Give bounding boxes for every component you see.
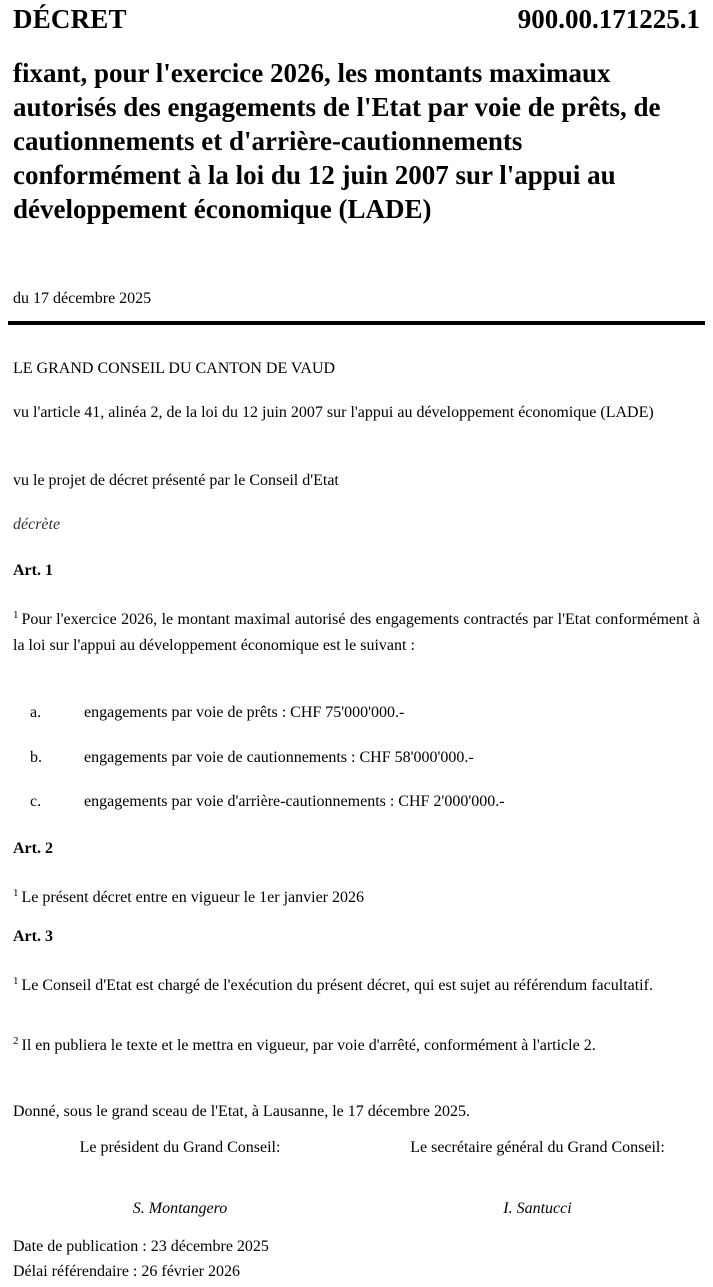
visa-law: vu l'article 41, alinéa 2, de la loi du 12 juin 2007 sur l'appui au développement économique (LADE) [13,404,654,421]
list-item-a [30,704,404,722]
paragraph-number: 2 [13,1035,19,1047]
closing-formula: Donné, sous le grand sceau de l'Etat, à Lausanne, le 17 décembre 2025. [13,1103,470,1120]
enacting-authority: LE GRAND CONSEIL DU CANTON DE VAUD [13,360,336,377]
document-type: DÉCRET [13,4,127,34]
referendum-deadline: Délai référendaire : 26 février 2026 [13,1263,240,1280]
list-letter: b. [30,749,42,766]
list-letter: a. [30,704,42,721]
list-letter: c. [30,793,42,810]
article-3-heading: Art. 3 [13,928,53,945]
article-3-paragraph-2 [13,1028,700,1059]
visa-project: vu le projet de décret présenté par le Conseil d'Etat [13,472,339,489]
article-1-heading: Art. 1 [13,562,53,579]
list-text: engagements par voie de prêts : CHF 75'000'000.- [84,704,405,721]
list-item-b [30,749,474,767]
paragraph-number: 1 [13,887,19,899]
enacting-formula: décrète [13,516,61,533]
paragraph-text: Le présent décret entre en vigueur le 1er janvier 2026 [21,889,365,906]
signature-left-role: Le président du Grand Conseil: [79,1139,281,1156]
paragraph-text: Le Conseil d'Etat est chargé de l'exécution du présent décret, qui est sujet au référendum facultatif. [21,977,653,994]
document-date: du 17 décembre 2025 [13,290,152,307]
list-item-c [30,793,505,811]
list-text: engagements par voie de cautionnements : CHF 58'000'000.- [84,749,474,766]
signature-right-name: I. Santucci [503,1200,572,1217]
list-text: engagements par voie d'arrière-cautionnements : CHF 2'000'000.- [84,793,505,810]
document-number: 900.00.171225.1 [517,4,700,34]
paragraph-text: Pour l'exercice 2026, le montant maximal autorisé des engagements contractés par l'Etat conformément à la loi sur l'appui au développement économique est le suivant : [13,611,700,654]
header-divider [8,321,705,325]
document-title: fixant, pour l'exercice 2026, les montants maximaux autorisés des engagements de l'Etat par voie de prêts, de cautionnements et d'arrière-cautionnements conformément à la loi du 12 juin 2007 sur l'appui au développement économique (LADE) [13,58,661,224]
article-1-paragraph-1 [13,602,700,659]
paragraph-text: Il en publiera le texte et le mettra en vigueur, par voie d'arrêté, conformément à l'article 2. [21,1037,596,1054]
article-3-paragraph-1 [13,968,700,999]
document-header [13,4,700,40]
article-2-heading: Art. 2 [13,840,53,857]
signature-right-role: Le secrétaire général du Grand Conseil: [410,1139,665,1156]
publication-date: Date de publication : 23 décembre 2025 [13,1238,269,1255]
paragraph-number: 1 [13,609,19,621]
article-2-paragraph-1 [13,880,700,911]
paragraph-number: 1 [13,975,19,987]
signature-left-name: S. Montangero [132,1200,228,1217]
